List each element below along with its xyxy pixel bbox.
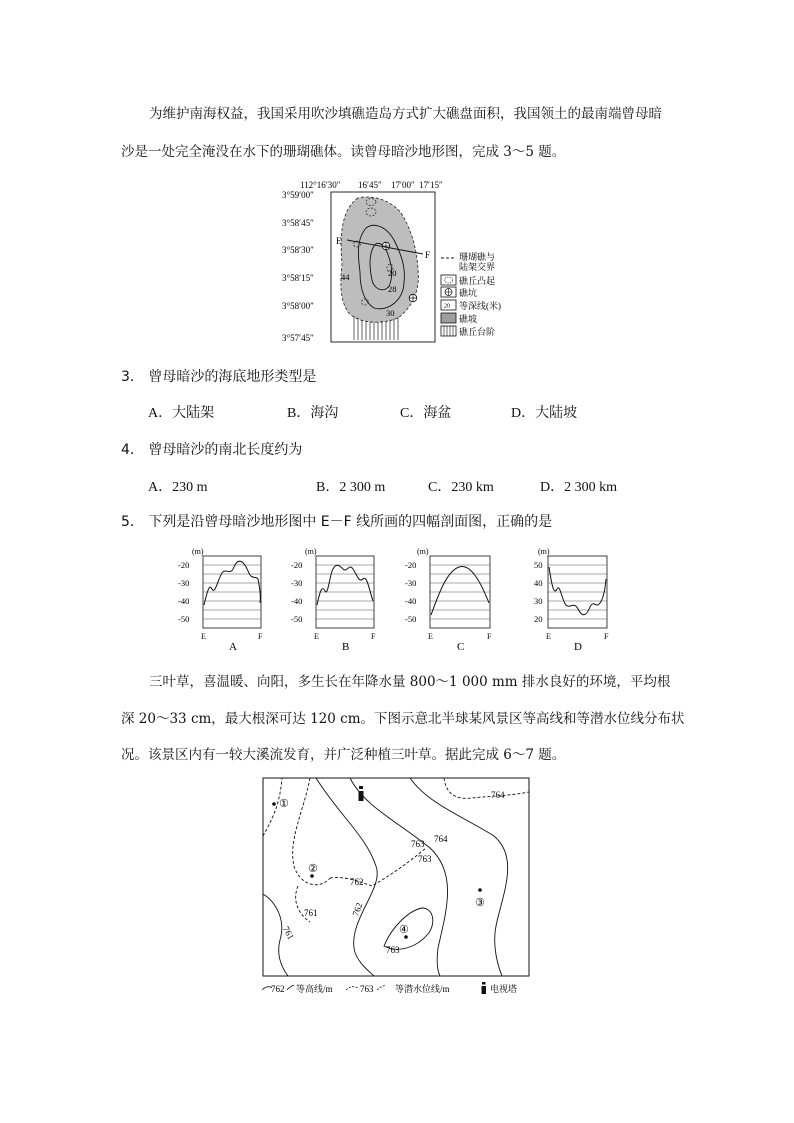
q3-option-b[interactable]: B．海沟 — [287, 406, 339, 421]
svg-text:-40: -40 — [405, 596, 417, 606]
svg-text:-40: -40 — [178, 596, 190, 606]
svg-text:等深线(米): 等深线(米) — [459, 301, 501, 311]
label-f: F — [425, 250, 431, 260]
map1-legend — [441, 251, 501, 337]
svg-text:(m): (m) — [417, 547, 429, 556]
zengmu-ansha-map — [270, 176, 530, 346]
svg-text:电视塔: 电视塔 — [490, 984, 518, 994]
point-marker — [272, 802, 276, 806]
svg-text:-50: -50 — [178, 614, 190, 624]
svg-text:礁坑: 礁坑 — [459, 288, 478, 298]
svg-text:-30: -30 — [405, 578, 417, 588]
water-table-line — [444, 778, 529, 798]
q3-option-a[interactable]: A．大陆架 — [148, 406, 215, 421]
reef-slope — [341, 197, 418, 322]
svg-text:50: 50 — [534, 560, 543, 570]
svg-text:(m): (m) — [538, 547, 550, 556]
svg-text:(m): (m) — [192, 547, 204, 556]
profile-chart-b[interactable] — [289, 543, 385, 655]
svg-text:E: E — [201, 632, 206, 641]
contour-label: 763 — [411, 839, 425, 849]
water-table-line — [330, 848, 426, 886]
lat-label: 3°58′45″ — [282, 218, 314, 228]
lat-label: 3°57′45″ — [282, 333, 314, 343]
contour-764 — [410, 778, 508, 976]
svg-text:F: F — [487, 632, 492, 641]
svg-text:20: 20 — [534, 614, 543, 624]
svg-text:E: E — [314, 632, 319, 641]
q4-option-a[interactable]: A．230 m — [148, 480, 208, 495]
tv-tower-icon — [359, 786, 364, 801]
lat-label: 3°59′00″ — [282, 190, 314, 200]
depth-label: 20 — [388, 268, 397, 278]
q5-stem: 5． 下列是沿曾母暗沙地形图中 E－F 线所画的四幅剖面图，正确的是 — [121, 514, 553, 530]
contour-label: 761 — [280, 924, 296, 942]
svg-text:礁丘凸起: 礁丘凸起 — [459, 276, 496, 286]
svg-text:-50: -50 — [291, 614, 303, 624]
svg-text:762: 762 — [271, 984, 285, 994]
svg-text:(m): (m) — [305, 547, 317, 556]
contour-label: 763 — [418, 854, 432, 864]
svg-text:E: E — [428, 632, 433, 641]
point-marker — [478, 888, 482, 892]
q4-option-b[interactable]: B．2 300 m — [316, 480, 386, 495]
svg-text:F: F — [258, 632, 263, 641]
contour-label: 763 — [386, 945, 400, 955]
svg-text:-20: -20 — [291, 560, 303, 570]
svg-text:763: 763 — [360, 984, 374, 994]
svg-text:-40: -40 — [291, 596, 303, 606]
contour-label: 762 — [350, 877, 364, 887]
label-e: E — [336, 236, 342, 246]
map2-legend — [262, 982, 517, 994]
lat-label: 3°58′30″ — [282, 245, 314, 255]
lon-label: 112°16′30″ — [300, 180, 341, 190]
depth-label: 28 — [388, 284, 397, 294]
contour-label: 762 — [350, 901, 365, 918]
lon-label: 16′45″ — [358, 180, 382, 190]
intro2-line3: 况。该景区内有一较大溪流发育，并广泛种植三叶草。据此完成 6～7 题。 — [121, 747, 566, 763]
lat-label: 3°58′00″ — [282, 301, 314, 311]
point-label: ③ — [475, 897, 485, 909]
profile-letter: D — [574, 641, 582, 653]
svg-text:E: E — [546, 632, 551, 641]
contour-label: 764 — [491, 790, 505, 800]
lon-label: 17′15″ — [419, 180, 443, 190]
svg-text:-30: -30 — [291, 578, 303, 588]
intro2-line2: 深 20～33 cm，最大根深可达 120 cm。下图示意北半球某风景区等高线和等潜水位线分布状 — [121, 711, 685, 727]
svg-text:礁坡: 礁坡 — [459, 314, 478, 324]
svg-text:等高线/m: 等高线/m — [296, 984, 333, 994]
scenic-area-contour-map — [258, 776, 534, 998]
intro2-line1: 三叶草，喜温暖、向阳，多生长在年降水量 800～1 000 mm 排水良好的环境，平均根 — [149, 674, 671, 690]
q3-stem: 3． 曾母暗沙的海底地形类型是 — [121, 369, 317, 385]
depth-label: 44 — [341, 272, 350, 282]
svg-text:-20: -20 — [405, 560, 417, 570]
profile-letter: B — [342, 641, 350, 653]
svg-text:陆架交界: 陆架交界 — [459, 262, 496, 272]
profile-chart-c[interactable] — [405, 543, 501, 655]
q4-option-d[interactable]: D．2 300 km — [540, 480, 617, 495]
point-label: ④ — [399, 924, 409, 936]
svg-text:30: 30 — [534, 596, 543, 606]
svg-text:珊瑚礁与: 珊瑚礁与 — [459, 252, 496, 262]
reef-pit-icon — [409, 294, 417, 302]
point-label: ① — [279, 798, 289, 810]
depth-label: 30 — [386, 308, 395, 318]
profile-chart-d[interactable] — [522, 543, 618, 655]
intro1-line2: 沙是一处完全淹没在水下的珊瑚礁体。读曾母暗沙地形图，完成 3～5 题。 — [121, 144, 566, 160]
lat-label: 3°58′15″ — [282, 273, 314, 283]
svg-text:20: 20 — [444, 303, 450, 310]
lon-label: 17′00″ — [391, 180, 415, 190]
svg-text:F: F — [604, 632, 609, 641]
contour-label: 761 — [304, 908, 318, 918]
q3-option-d[interactable]: D．大陆坡 — [511, 406, 578, 421]
intro1-line1: 为维护南海权益，我国采用吹沙填礁造岛方式扩大礁盘面积，我国领土的最南端曾母暗 — [149, 106, 662, 122]
profile-letter: A — [229, 641, 237, 653]
svg-text:-20: -20 — [178, 560, 190, 570]
q3-option-c[interactable]: C．海盆 — [400, 406, 452, 421]
profile-chart-a[interactable] — [174, 543, 270, 655]
contour-762 — [316, 778, 377, 976]
svg-text:-30: -30 — [178, 578, 190, 588]
svg-text:40: 40 — [534, 578, 543, 588]
svg-text:F: F — [371, 632, 376, 641]
reef-pit-icon — [382, 242, 390, 250]
q4-stem: 4． 曾母暗沙的南北长度约为 — [121, 442, 303, 458]
profile-letter: C — [457, 641, 465, 653]
point-label: ② — [308, 863, 318, 875]
contour-label: 764 — [434, 834, 448, 844]
svg-text:等潜水位线/m: 等潜水位线/m — [395, 984, 450, 994]
q4-option-c[interactable]: C．230 km — [428, 480, 494, 495]
svg-text:-50: -50 — [405, 614, 417, 624]
svg-text:礁丘台阶: 礁丘台阶 — [459, 327, 496, 337]
